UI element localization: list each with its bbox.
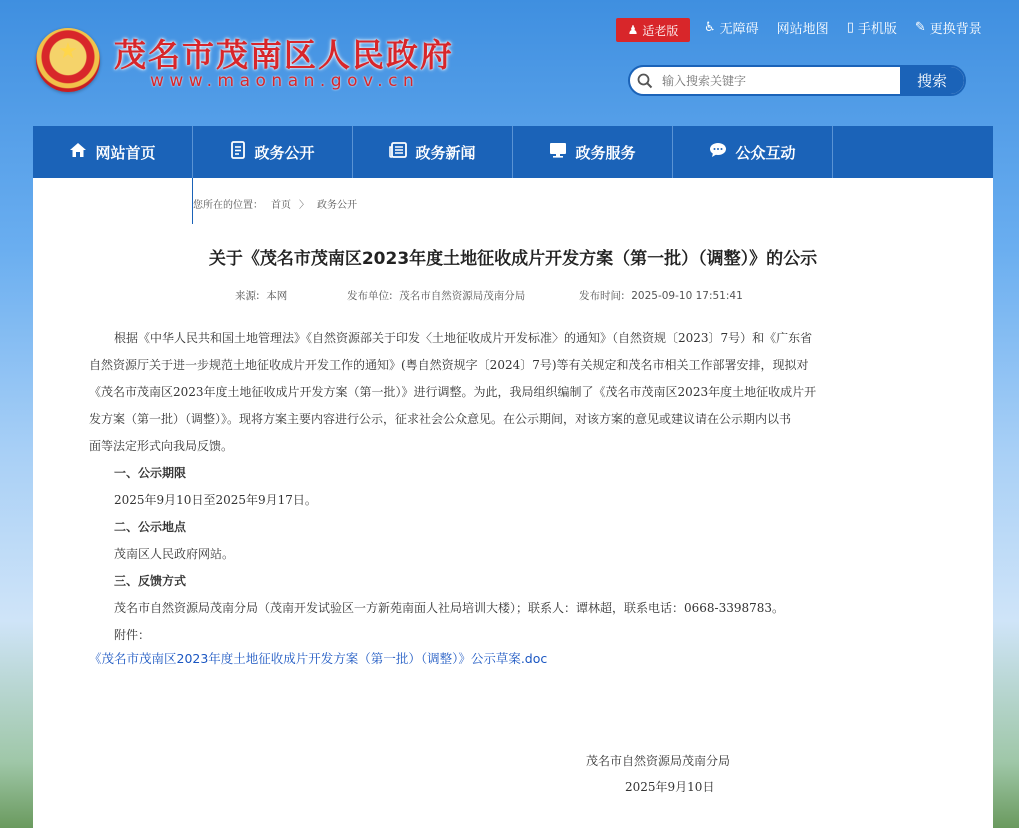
watermark-url: WWW.GDMM.COM bbox=[494, 812, 586, 823]
elder-mode-button[interactable] bbox=[616, 18, 690, 42]
search-icon bbox=[630, 67, 660, 94]
site-title[interactable]: 茂名市茂南区人民政府 bbox=[114, 36, 455, 74]
search-box bbox=[628, 65, 966, 96]
intro-line: 面等法定形式向我局反馈。 bbox=[89, 439, 234, 453]
signature-org: 茂名市自然资源局茂南分局 bbox=[586, 754, 731, 768]
change-background-link[interactable]: ✎ 更换背景 bbox=[914, 20, 982, 37]
mobile-icon: ▯ bbox=[846, 20, 854, 35]
watermark-logo: 茂名在线 bbox=[420, 792, 524, 820]
section-heading: 一、公示期限 bbox=[114, 466, 187, 480]
top-links bbox=[704, 18, 982, 37]
elder-mode-label: 适老版 bbox=[642, 23, 679, 38]
nav-interaction[interactable]: 公众互动 bbox=[673, 126, 833, 178]
mobile-link[interactable]: ▯ 手机版 bbox=[846, 20, 897, 37]
home-icon bbox=[69, 142, 87, 162]
article-time: 发布时间: 2025-09-10 17:51:41 bbox=[579, 290, 743, 302]
news-icon bbox=[389, 142, 407, 162]
search-button[interactable]: 搜索 bbox=[900, 67, 964, 94]
document-icon bbox=[230, 141, 246, 163]
brush-icon: ✎ bbox=[914, 20, 926, 35]
section-text: 2025年9月10日至2025年9月17日。 bbox=[114, 493, 317, 507]
nav-news[interactable]: 政务新闻 bbox=[353, 126, 513, 178]
accessibility-icon: ♿ bbox=[704, 20, 716, 35]
content-panel bbox=[33, 178, 993, 828]
breadcrumb-prefix: 您所在的位置： bbox=[193, 200, 263, 211]
signature-date: 2025年9月10日 bbox=[625, 780, 715, 794]
elder-icon: ♟ bbox=[627, 23, 639, 37]
star-icon: ★ bbox=[58, 39, 78, 64]
sitemap-link[interactable]: 网站地图 bbox=[776, 22, 829, 37]
national-emblem-logo bbox=[36, 28, 100, 92]
intro-line: 根据《中华人民共和国土地管理法》《自然资源部关于印发〈土地征收成片开发标准〉的通知》（自然资规〔2023〕7号）和《广东省 bbox=[114, 331, 813, 345]
chat-icon bbox=[709, 142, 727, 162]
main-nav bbox=[33, 126, 993, 178]
breadcrumb bbox=[193, 196, 357, 211]
intro-line: 《茂名市茂南区2023年度土地征收成片开发方案（第一批）》进行调整。为此，我局组织编制了《茂名市茂南区2023年度土地征收成片开 bbox=[89, 385, 817, 399]
breadcrumb-current[interactable]: 政务公开 bbox=[317, 200, 357, 211]
section-heading: 三、反馈方式 bbox=[114, 574, 187, 588]
intro-line: 自然资源厅关于进一步规范土地征收成片开发工作的通知》(粤自然资规字〔2024〕7号)等有关规定和茂名市相关工作部署安排，现拟对 bbox=[89, 358, 809, 372]
article-source: 来源: 本网 bbox=[235, 290, 288, 302]
breadcrumb-home[interactable]: 首页 bbox=[271, 200, 291, 211]
attachment-link[interactable]: 《茂名市茂南区2023年度土地征收成片开发方案（第一批）（调整）》公示草案.doc bbox=[89, 651, 548, 666]
article-title: 关于《茂名市茂南区2023年度土地征收成片开发方案（第一批）（调整）》的公示 bbox=[208, 249, 818, 269]
site-url: www.maonan.gov.cn bbox=[150, 71, 420, 91]
article-publisher: 发布单位: 茂名市自然资源局茂南分局 bbox=[347, 290, 526, 302]
section-text: 茂名市自然资源局茂南分局（茂南开发试验区一方新苑南面人社局培训大楼）；联系人：谭林超，联系电话：0668-3398783。 bbox=[114, 601, 785, 615]
breadcrumb-separator: 〉 bbox=[299, 200, 309, 211]
monitor-icon bbox=[549, 142, 567, 162]
nav-services[interactable]: 政务服务 bbox=[513, 126, 673, 178]
search-input[interactable] bbox=[660, 67, 900, 94]
intro-line: 发方案（第一批）（调整）》。现将方案主要内容进行公示，征求社会公众意见。在公示期间，对该方案的意见或建议请在公示期内以书 bbox=[89, 412, 792, 426]
nav-home[interactable]: 网站首页 bbox=[33, 126, 193, 178]
accessibility-link[interactable]: ♿ 无障碍 bbox=[704, 20, 759, 37]
nav-government-affairs[interactable]: 政务公开 bbox=[193, 126, 353, 178]
section-text: 茂南区人民政府网站。 bbox=[114, 547, 235, 561]
attachment-label: 附件： bbox=[114, 628, 151, 642]
section-heading: 二、公示地点 bbox=[114, 520, 187, 534]
article-body bbox=[89, 325, 941, 649]
